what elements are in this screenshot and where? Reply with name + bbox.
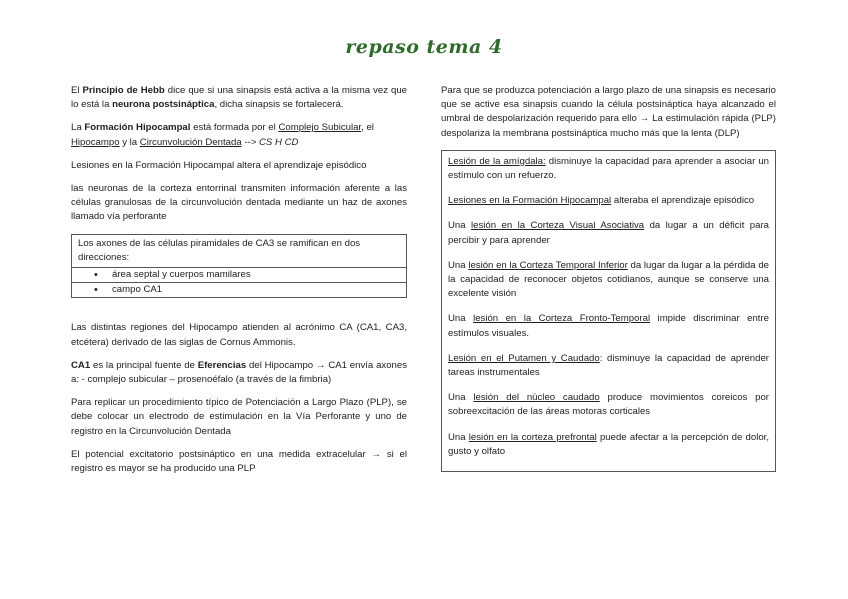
text: La [71,122,85,134]
text: es la principal fuente de [90,359,198,371]
left-column [71,84,407,485]
lesion-term: lesión del núcleo caudado [473,392,600,404]
text: : disminuye la capacidad de aprender tareas instrumentales [448,352,769,379]
potencial-paragraph: El potencial excitatorio postsináptico en una medida extracelular → si el registro es mayor se ha producido una PLP [71,448,407,475]
lesions-box [441,150,776,472]
text: , dicha sinapsis se fortalecerá. [214,99,344,111]
axones-box [71,234,407,299]
complejo-subicular-term: Complejo Subicular [278,122,362,134]
text: del Hipocampo → CA1 envía axones a: - complejo subicular – prosenoéfalo (a través de la fimbria) [71,359,408,386]
lesion-term: lesión en la Corteza Visual Asociativa [471,220,645,232]
lesion-term: lesión en la corteza prefrontal [468,431,597,443]
formacion-term: Formación Hipocampal [84,122,191,134]
hipocampo-term: Hipocampo [71,136,120,148]
right-column [441,84,776,472]
text: da lugar da lugar a la pérdida de la capacidad de reconocer objetos cotidianos, aunque se conserve una excelente visión [448,259,769,300]
page-title: repaso tema 4 [345,36,503,58]
ca1-paragraph [71,359,407,387]
lesion-term: Lesión en el Putamen y Caudado [448,352,600,364]
text: puede afectar a la percepción de dolor, gusto y olfato [448,431,769,457]
list-item: • área septal y cuerpos mamilares [72,268,406,283]
spacer [71,307,407,321]
text: y la [119,136,140,148]
text: da lugar a un déficit para percibir y para aprender [448,220,769,246]
axones-list [72,268,406,297]
hebb-term: Principio de Hebb [82,85,165,96]
lesion-term: lesión en la Corteza Temporal Inferior [468,259,628,271]
lesion-item [448,352,769,380]
lesion-item [448,391,769,419]
text: Una [448,259,469,271]
lesion-item [448,431,769,459]
text: disminuye la capacidad para aprender a asociar un estímulo con un refuerzo. [448,155,769,182]
text: El [71,85,83,96]
lesion-item [448,219,769,247]
lesion-item [448,194,769,208]
formacion-paragraph [71,121,407,149]
text: Una [448,220,472,232]
acronym-note: --> CS H CD [241,136,299,148]
text: impide discriminar entre estímulos visuales. [448,313,769,339]
ca1-term: CA1 [71,359,91,371]
neuronas-paragraph: las neuronas de la corteza entorrinal transmiten información aferente a las células granulosas de la circunvolución dentada mediante un haz de axones llamado vía perforante [71,183,407,223]
regiones-paragraph: Las distintas regiones del Hipocampo atienden al acrónimo CA (CA1, CA3, etcétera) derivado de las siglas de Cornus Ammonis. [71,322,407,348]
intro-paragraph: Para que se produzca potenciación a largo plazo de una sinapsis es necesario que se active esa sinapsis cuando la célula postsináptica haya alcanzado el umbral de despolarización requerido para ello → La estimulación rápida (PLP) despolariza la membrana postsináptica mucho más que la lenta (DLP) [441,85,776,139]
list-item: • campo CA1 [72,283,406,297]
text: produce movimientos coreicos por sobreexcitación de las áreas motoras corticales [448,392,769,418]
circunvolucion-term: Circunvolución Dentada [139,136,242,148]
lesion-term: Lesión de la amígdala: [448,155,546,167]
axones-box-heading: Los axones de las células piramidales de CA3 se ramifican en dos direcciones: [72,235,406,268]
text: dice que si una sinapsis está activa a la misma vez que lo está la [71,85,408,111]
text: alteraba el aprendizaje episódico [611,195,755,207]
text: , el [361,122,374,134]
lesion-item [448,155,769,183]
text: Una [448,392,474,404]
text: Una [448,431,469,443]
hebb-paragraph [71,84,407,112]
lesiones-paragraph: Lesiones en la Formación Hipocampal altera el aprendizaje episódico [71,159,367,171]
lesion-term: lesión en la Corteza Fronto-Temporal [473,313,651,325]
lesion-term: Lesiones en la Formación Hipocampal [448,195,612,207]
text: está formada por el [190,122,279,134]
eferencias-term: Eferencias [197,359,247,371]
neurona-term: neurona postsináptica [112,99,215,111]
lesion-item [448,259,769,302]
lesion-item [448,312,769,340]
text: Una [448,313,474,325]
replicar-paragraph: Para replicar un procedimiento típico de Potenciación a Largo Plazo (PLP), se debe colocar un electrodo de estimulación en la Vía Perforante y uno de registro en la Circunvolución Dentada [71,397,407,437]
